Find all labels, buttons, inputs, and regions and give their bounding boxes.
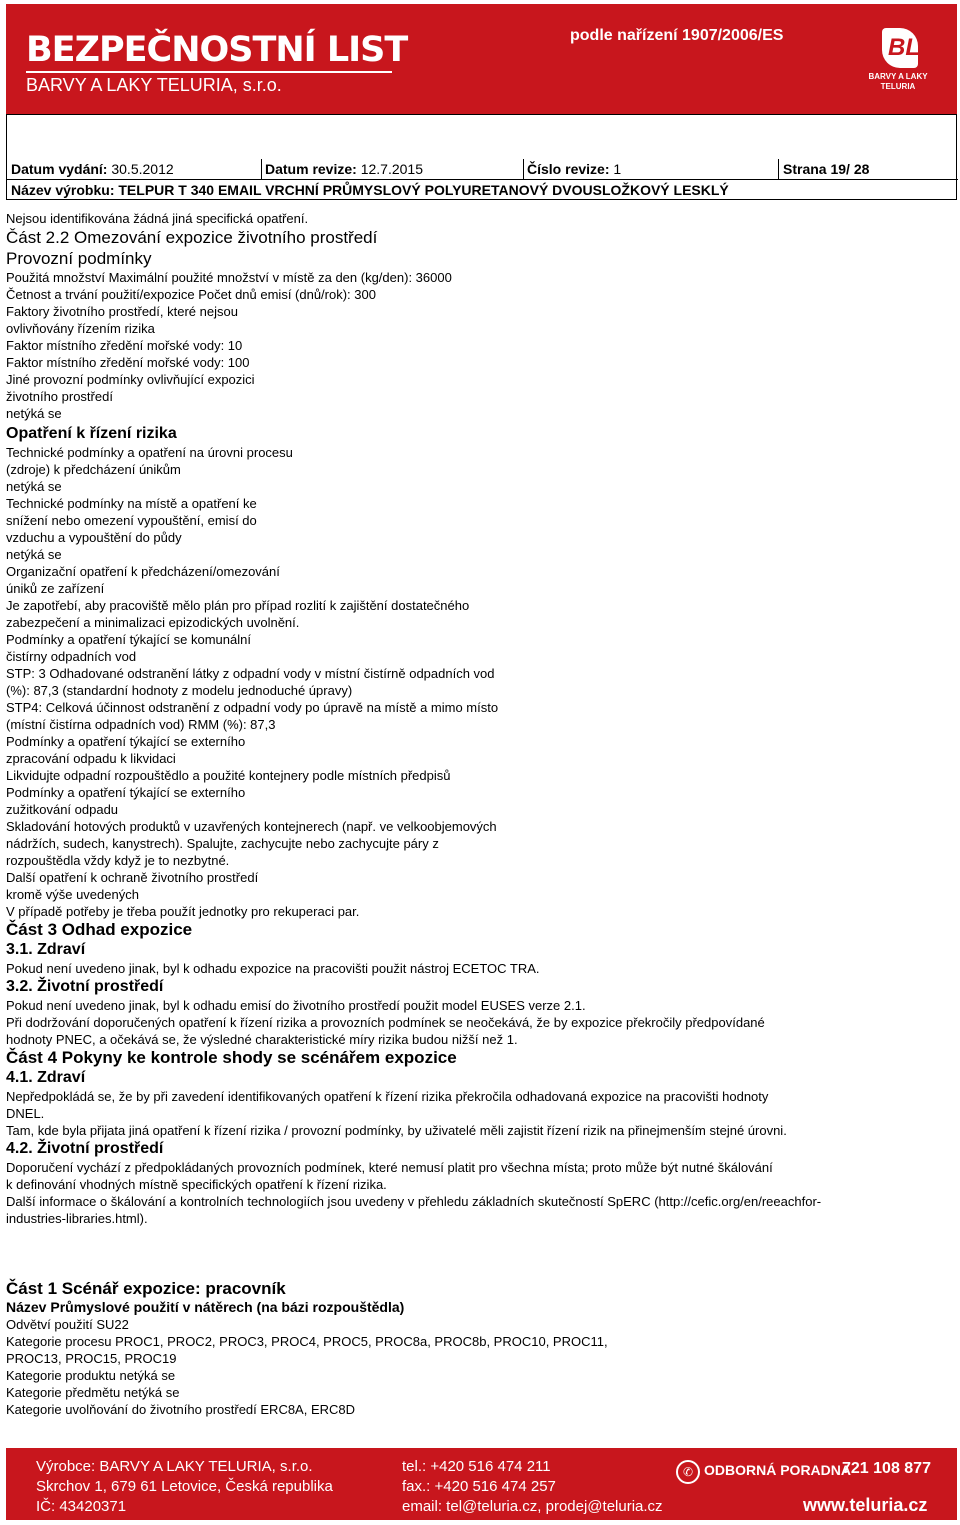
text-line: Kategorie produktu netýká se (6, 1368, 176, 1383)
text-line: Technické podmínky na místě a opatření ke (6, 496, 257, 511)
footer-fax: fax.: +420 516 474 257 (402, 1478, 556, 1495)
issue-date-value: 30.5.2012 (111, 161, 174, 177)
text-line: netýká se (6, 479, 62, 494)
text-line: zužitkování odpadu (6, 802, 119, 817)
text-line: hodnoty PNEC, a očekává se, že výsledné charakteristické míry rizika budou nižší než 1. (6, 1032, 518, 1047)
product-name-row (7, 179, 958, 201)
text-line: (místní čistírna odpadních vod) RMM (%): 87,3 (6, 717, 276, 732)
text-line: Kategorie procesu PROC1, PROC2, PROC3, PROC4, PROC5, PROC8a, PROC8b, PROC10, PROC11, (6, 1334, 608, 1349)
text-line: Odvětví použití SU22 (6, 1317, 129, 1332)
text-line: snížení nebo omezení vypouštění, emisí do (6, 513, 257, 528)
text-line: k definování vhodných místně specifických opatření k řízení rizika. (6, 1177, 387, 1192)
use-title: Název Průmyslové použití v nátěrech (na bázi rozpouštědla) (6, 1299, 405, 1315)
document-title: BEZPEČNOSTNÍ LIST (26, 30, 408, 70)
text-line: vzduchu a vypouštění do půdy (6, 530, 182, 545)
text-line: Podmínky a opatření týkající se externího (6, 734, 246, 749)
text-line: Podmínky a opatření týkající se komunální (6, 632, 251, 647)
text-line: (zdroje) k předcházení únikům (6, 462, 181, 477)
footer-ic: IČ: 43420371 (36, 1498, 127, 1515)
document-footer (6, 1448, 957, 1520)
text-line: STP4: Celková účinnost odstranění z odpadní vody po úpravě na místě a mimo místo (6, 700, 499, 715)
logo-caption (858, 72, 938, 92)
text-line: Použitá množství Maximální použité množství v místě za den (kg/den): 36000 (6, 270, 452, 285)
subsection-heading: 3.2. Životní prostředí (6, 978, 164, 995)
text-line: Likvidujte odpadní rozpouštědlo a použité kontejnery podle místních předpisů (6, 768, 451, 783)
text-line: netýká se (6, 406, 62, 421)
text-line: Organizační opatření k předcházení/omezování (6, 564, 280, 579)
text-line: rozpouštědla vždy když je to nezbytné. (6, 853, 230, 868)
text-line: zabezpečení a minimalizaci epizodických uvolnění. (6, 615, 300, 630)
text-line: Faktory životního prostředí, které nejsou (6, 304, 238, 319)
section-heading: Část 2.2 Omezování expozice životního prostředí (6, 228, 378, 247)
text-line: industries-libraries.html). (6, 1211, 148, 1226)
footer-address: Skrchov 1, 679 61 Letovice, Česká republika (36, 1478, 333, 1495)
revision-date-value: 12.7.2015 (360, 161, 423, 177)
text-line: Nejsou identifikována žádná jiná specifická opatření. (6, 211, 309, 226)
logo-letters: BL (888, 34, 920, 61)
revision-date-label: Datum revize: (265, 161, 357, 177)
text-line: životního prostředí (6, 389, 113, 404)
subsection-heading: 4.1. Zdraví (6, 1069, 86, 1086)
text-line: Faktor místního zředění mořské vody: 10 (6, 338, 243, 353)
text-line: Je zapotřebí, aby pracoviště mělo plán pro případ rozlití k zajištění dostatečného (6, 598, 470, 613)
text-line: DNEL. (6, 1106, 45, 1121)
divider (261, 159, 262, 179)
text-line: Faktor místního zředění mořské vody: 100 (6, 355, 250, 370)
regulation-label: podle nařízení 1907/2006/ES (570, 27, 784, 44)
advice-phone: 721 108 877 (842, 1460, 931, 1477)
text-line: Podmínky a opatření týkající se externího (6, 785, 246, 800)
footer-maker: Výrobce: BARVY A LAKY TELURIA, s.r.o. (36, 1458, 313, 1475)
text-line: ovlivňovány řízením rizika (6, 321, 155, 336)
revision-number (527, 161, 621, 177)
text-line: Pokud není uvedeno jinak, byl k odhadu emisí do životního prostředí použit model EUSES verze 2.1. (6, 998, 586, 1013)
divider (523, 159, 524, 179)
text-line: Kategorie uvolňování do životního prostředí ERC8A, ERC8D (6, 1402, 356, 1417)
logo-sub-line-2: TELURIA (880, 82, 916, 91)
text-line: Nepředpokládá se, že by při zavedení identifikovaných opatření k řízení rizika překročila odhadovaná expozice na pracovišti hodnoty (6, 1089, 769, 1104)
text-line: Technické podmínky a opatření na úrovni procesu (6, 445, 293, 460)
company-name: BARVY A LAKY TELURIA, s.r.o. (26, 75, 282, 95)
text-line: nádržích, sudech, kanystrech). Spalujte, zachycujte nebo zachycujte páry z (6, 836, 439, 851)
revision-number-value: 1 (613, 161, 622, 177)
document-header (6, 4, 957, 200)
text-line: Kategorie předmětu netýká se (6, 1385, 180, 1400)
text-line: netýká se (6, 547, 62, 562)
text-line: čistírny odpadních vod (6, 649, 137, 664)
company-logo-icon (882, 28, 918, 68)
revision-date (265, 161, 423, 177)
page-number: Strana 19/ 28 (783, 161, 870, 177)
text-line: V případě potřeby je třeba použít jednotky pro rekuperaci par. (6, 904, 360, 919)
logo-sub-line-1: BARVY A LAKY (868, 72, 928, 81)
subsection-heading: Opatření k řízení rizika (6, 425, 177, 442)
product-name: Název výrobku: TELPUR T 340 EMAIL VRCHNÍ PRŮMYSLOVÝ POLYURETANOVÝ DVOUSLOŽKOVÝ LESKLÝ (11, 182, 729, 198)
issue-date (11, 161, 174, 177)
footer-email: email: tel@teluria.cz, prodej@teluria.cz (402, 1498, 663, 1515)
text-line: PROC13, PROC15, PROC19 (6, 1351, 177, 1366)
divider (778, 159, 779, 179)
text-line: Pokud není uvedeno jinak, byl k odhadu expozice na pracovišti použit nástroj ECETOC TRA. (6, 961, 540, 976)
text-line: Četnost a trvání použití/expozice Počet dnů emisí (dnů/rok): 300 (6, 287, 376, 302)
section-heading: Část 1 Scénář expozice: pracovník (6, 1279, 286, 1298)
text-line: zpracování odpadu k likvidaci (6, 751, 176, 766)
text-line: Tam, kde byla přijata jiná opatření k řízení rizika / provozní podmínky, by uživatelé měli zajistit řízení rizik na přinejmenším stejné úrovni. (6, 1123, 787, 1138)
section-heading: Část 4 Pokyny ke kontrole shody se scénářem expozice (6, 1048, 457, 1067)
header-banner (6, 4, 957, 114)
footer-tel: tel.: +420 516 474 211 (402, 1458, 551, 1475)
text-line: Doporučení vychází z předpokládaných provozních podmínek, které nemusí platit pro všechna místa; proto může být nutné škálování (6, 1160, 773, 1175)
header-info-row (7, 159, 958, 179)
text-line: úniků ze zařízení (6, 581, 105, 596)
advice-label: ODBORNÁ PORADNA (704, 1462, 851, 1478)
header-info-box (6, 114, 957, 200)
text-line: (%): 87,3 (standardní hodnoty z modelu jednoduché úpravy) (6, 683, 353, 698)
subsection-heading: 4.2. Životní prostředí (6, 1140, 164, 1157)
issue-date-label: Datum vydání: (11, 161, 108, 177)
text-line: kromě výše uvedených (6, 887, 139, 902)
title-underline (26, 71, 392, 73)
document-body (6, 210, 954, 1418)
text-line: Další informace o škálování a kontrolních technologiích jsou uvedeny v přehledu základních skutečností SpERC (http://cefic.org/en/reeachfor- (6, 1194, 822, 1209)
footer-web: www.teluria.cz (803, 1495, 928, 1515)
section-heading: Část 3 Odhad expozice (6, 920, 193, 939)
text-line: Při dodržování doporučených opatření k řízení rizika a provozních podmínek se neočekává, že by expozice překročily předpovídané (6, 1015, 765, 1030)
text-line: Skladování hotových produktů v uzavřených kontejnerech (např. ve velkoobjemových (6, 819, 497, 834)
subsection-heading: 3.1. Zdraví (6, 941, 86, 958)
text-line: Další opatření k ochraně životního prostředí (6, 870, 259, 885)
text-line: Jiné provozní podmínky ovlivňující expozici (6, 372, 255, 387)
phone-icon: ✆ (676, 1460, 700, 1484)
subsection-heading: Provozní podmínky (6, 249, 152, 268)
revision-number-label: Číslo revize: (527, 161, 610, 177)
text-line: STP: 3 Odhadované odstranění látky z odpadní vody v místní čistírně odpadních vod (6, 666, 495, 681)
